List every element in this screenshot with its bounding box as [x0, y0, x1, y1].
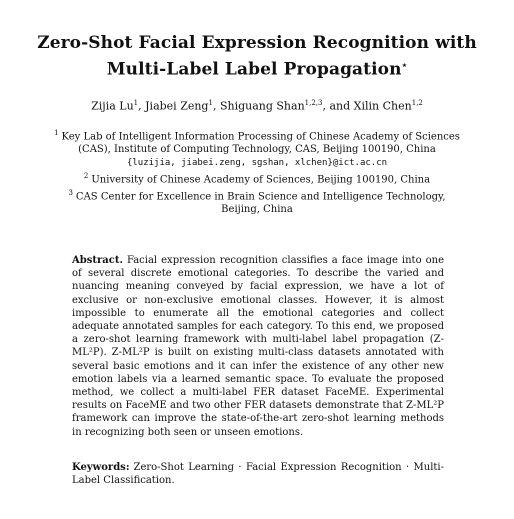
- author-affiliation-mark: 1: [133, 99, 139, 107]
- author-affiliation-mark: 1,2: [411, 99, 423, 107]
- affiliation-mark: 2: [83, 171, 89, 180]
- author-separator: ,: [212, 99, 217, 113]
- title-line-1: Zero-Shot Facial Expression Recognition with: [37, 33, 477, 53]
- email-address: {luzijia, jiabei.zeng, sgshan, xlchen}@ict.ac.cn: [126, 157, 388, 168]
- affiliation-line: CAS Center for Excellence in Brain Science and Intelligence Technology,: [75, 191, 446, 203]
- author-separator: , and: [322, 99, 351, 113]
- author-separator: ,: [138, 99, 142, 113]
- title-footnote-mark: ⋆: [401, 61, 408, 71]
- keywords: [72, 461, 444, 487]
- affiliation-email: [20, 157, 494, 170]
- affiliation-3-line-2: Beijing, China: [221, 203, 293, 215]
- author-list: [20, 99, 494, 113]
- title-line-2: [20, 55, 494, 82]
- abstract-heading: Abstract.: [72, 255, 123, 266]
- abstract: [72, 254, 444, 439]
- title-line-2-text: Multi-Label Label Propagation: [106, 59, 402, 80]
- affiliation-line: University of Chinese Academy of Sciences, Beijing 100190, China: [91, 174, 431, 186]
- keywords-text: Zero-Shot Learning · Facial Expression Recognition · Multi-Label Classification.: [72, 462, 444, 487]
- paper-title: [20, 32, 494, 82]
- author-affiliation-mark: 1: [208, 99, 213, 107]
- affiliation-line: Key Lab of Intelligent Information Processing of Chinese Academy of Sciences: [61, 131, 460, 143]
- affiliation-1-line-2: (CAS), Institute of Computing Technology, CAS, Beijing 100190, China: [78, 144, 436, 156]
- author-name: Xilin Chen: [353, 99, 412, 113]
- author-name: Jiabei Zeng: [145, 99, 209, 113]
- abstract-text: Facial expression recognition classifies a face image into one of several discrete emotional categories. To describe the varied and nuancing meaning conveyed by facial expression, we have a lot of exclusive or non-exclusive emotional classes. However, it is almost impossible to enumerate all the emotional categories and collect adequate annotated samples for each category. To this end, we proposed a zero-shot learning framework with multi-label label propagation (Z-ML²P). Z-ML²P is built on existing multi-class datasets annotated with several basic emotions and it can infer the existence of any other new emotion labels via a learned semantic space. To evaluate the proposed method, we collect a multi-label FER dataset FaceME. Experimental results on FaceME and two other FER datasets demonstrate that Z-ML²P framework can improve the state-of-the-art zero-shot learning methods in recognizing both seen or unseen emotions.: [72, 255, 444, 438]
- affiliations: [20, 127, 494, 217]
- author-name: Shiguang Shan: [219, 99, 305, 113]
- affiliation-1: [20, 127, 494, 144]
- keywords-heading: Keywords:: [72, 462, 130, 473]
- affiliation-mark: 3: [68, 188, 73, 197]
- author-name: Zijia Lu: [91, 99, 134, 113]
- author-affiliation-mark: 1,2,3: [304, 99, 323, 107]
- affiliation-mark: 1: [54, 129, 59, 137]
- affiliation-2: [20, 170, 494, 187]
- affiliation-3: [20, 187, 494, 204]
